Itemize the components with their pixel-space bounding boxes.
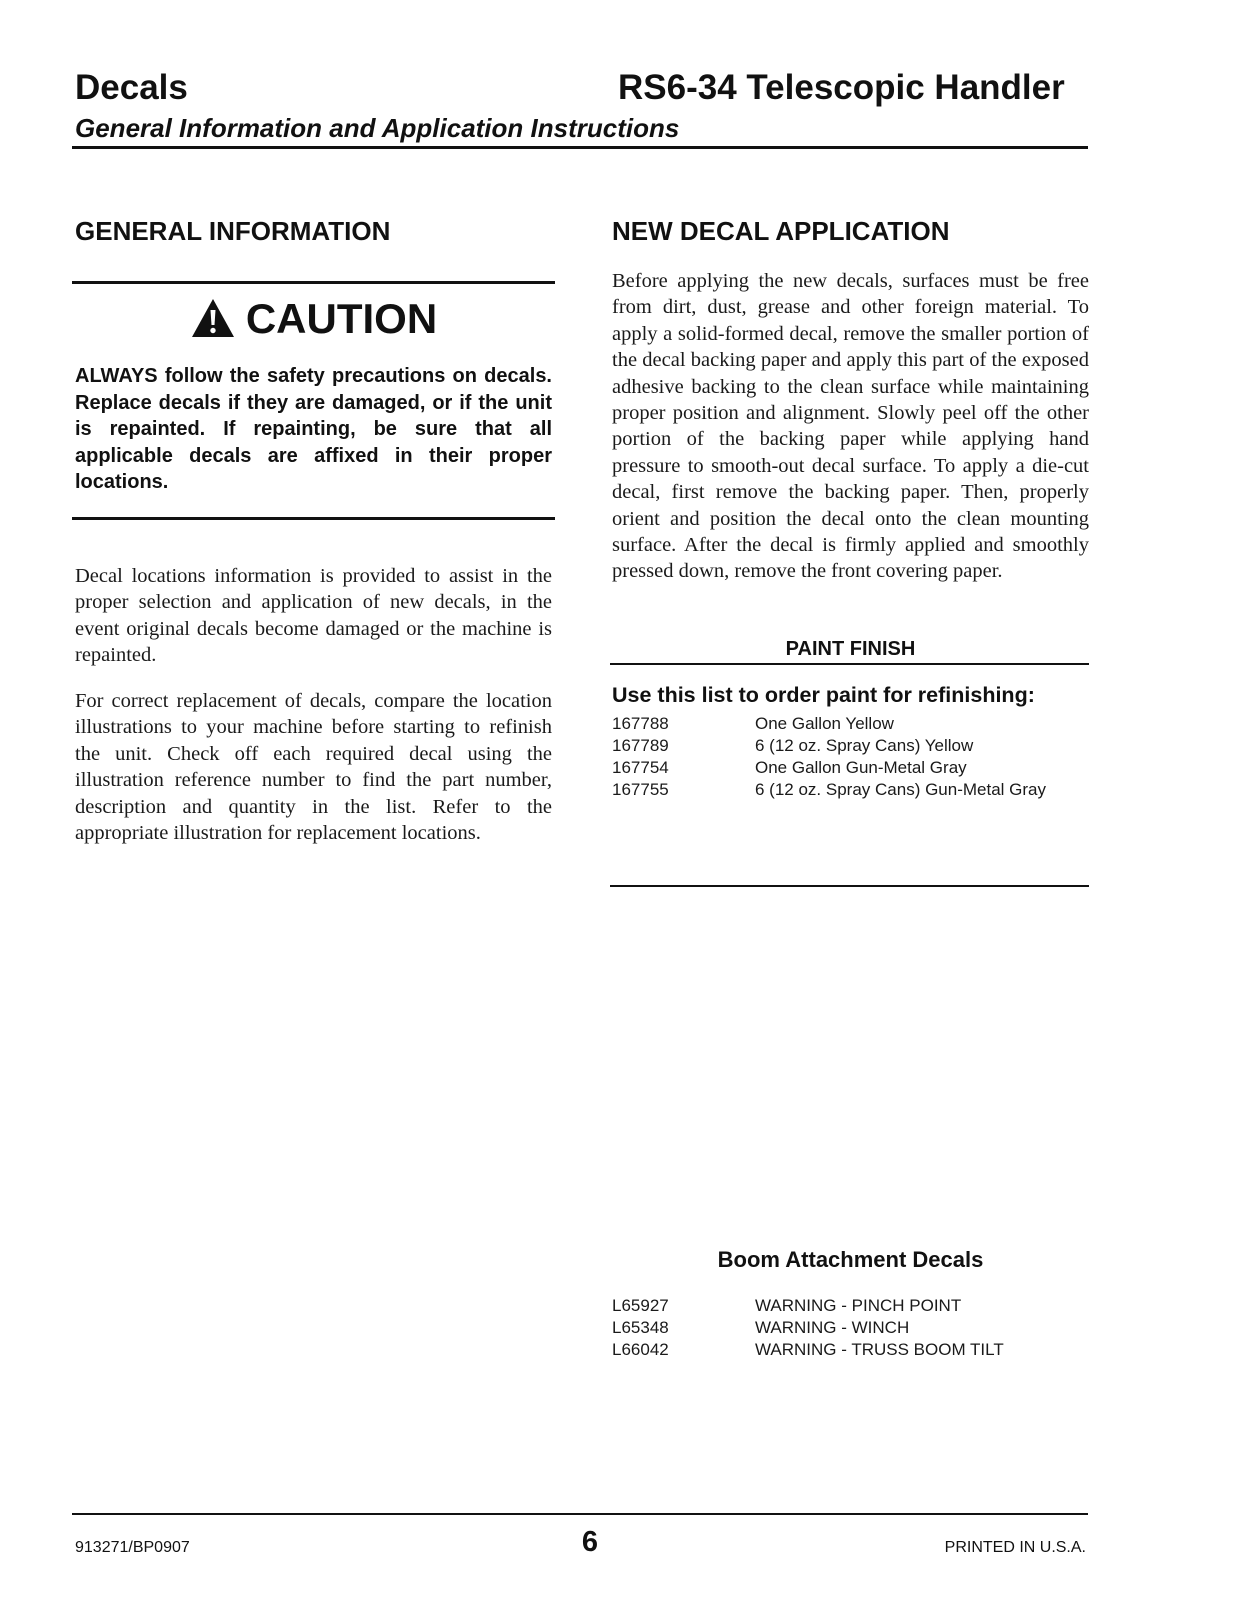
paint-description: One Gallon Yellow	[755, 714, 894, 733]
page-subtitle: General Information and Application Instructions	[75, 113, 680, 143]
paint-description: 6 (12 oz. Spray Cans) Yellow	[755, 736, 974, 755]
decal-part-number: L65927	[612, 1296, 669, 1315]
general-information-heading: GENERAL INFORMATION	[75, 216, 391, 246]
caution-label: CAUTION	[245, 295, 438, 342]
decal-description: WARNING - WINCH	[755, 1318, 910, 1337]
page-title: Decals	[75, 68, 188, 107]
page-number: 6	[581, 1526, 599, 1558]
decal-description: WARNING - PINCH POINT	[755, 1296, 962, 1315]
caution-title	[72, 294, 555, 344]
decal-part-number: L66042	[612, 1340, 669, 1359]
general-info-paragraph-1: Decal locations information is provided to assist in the proper selection and application of new decals, in the event original decals become damaged or the machine is repainted.	[75, 565, 552, 667]
list-item	[612, 1317, 1089, 1339]
list-item	[612, 713, 1089, 735]
paint-finish-end-divider	[610, 885, 1089, 887]
list-item	[612, 1295, 1089, 1317]
new-decal-application-paragraph: Before applying the new decals, surfaces must be free from dirt, dust, grease and other foreign material. To apply a solid-formed decal, remove the smaller portion of the decal backing paper and apply this part of the exposed adhesive backing to the clean surface while maintaining proper position and alignment. Slowly peel off the other portion of the backing paper while applying hand pressure to smooth-out decal surface. To apply a die-cut decal, first remove the backing paper. Then, properly orient and position the decal onto the clean mounting surface. After the decal is firmly applied and smoothly pressed down, remove the front covering paper.	[612, 270, 1089, 583]
warning-triangle-icon	[190, 297, 236, 339]
general-info-paragraph-2: For correct replacement of decals, compare the location illustrations to your machine before starting to refinish the unit. Check off each required decal using the illustration reference number to find the part number, description and quantity in the list. Refer to the appropriate illustration for replacement locations.	[75, 690, 552, 845]
product-title: RS6-34 Telescopic Handler	[618, 68, 1065, 107]
paint-finish-divider	[610, 663, 1089, 665]
list-item	[612, 757, 1089, 779]
paint-part-number: 167754	[612, 758, 669, 777]
footer-divider	[72, 1513, 1088, 1515]
new-decal-application-heading: NEW DECAL APPLICATION	[612, 216, 950, 246]
paint-finish-heading: PAINT FINISH	[785, 638, 916, 660]
caution-bottom-rule	[72, 517, 555, 520]
paint-description: 6 (12 oz. Spray Cans) Gun-Metal Gray	[755, 780, 1047, 799]
decal-part-number: L65348	[612, 1318, 669, 1337]
paint-part-number: 167755	[612, 780, 669, 799]
printed-in-label: PRINTED IN U.S.A.	[944, 1539, 1086, 1556]
list-item	[612, 735, 1089, 757]
paint-finish-intro: Use this list to order paint for refinishing:	[612, 683, 1035, 707]
caution-top-rule	[72, 281, 555, 284]
paint-description: One Gallon Gun-Metal Gray	[755, 758, 967, 777]
paint-part-number: 167789	[612, 736, 669, 755]
document-number: 913271/BP0907	[75, 1539, 190, 1556]
list-item	[612, 779, 1089, 801]
list-item	[612, 1339, 1089, 1361]
decal-description: WARNING - TRUSS BOOM TILT	[755, 1340, 1004, 1359]
header-divider	[72, 146, 1088, 149]
paint-part-number: 167788	[612, 714, 669, 733]
caution-text: ALWAYS follow the safety precautions on decals. Replace decals if they are damaged, or if the unit is repainted. If repainting, be sure that all applicable decals are affixed in their proper locations.	[75, 365, 552, 494]
boom-attachment-decals-heading: Boom Attachment Decals	[717, 1247, 984, 1272]
